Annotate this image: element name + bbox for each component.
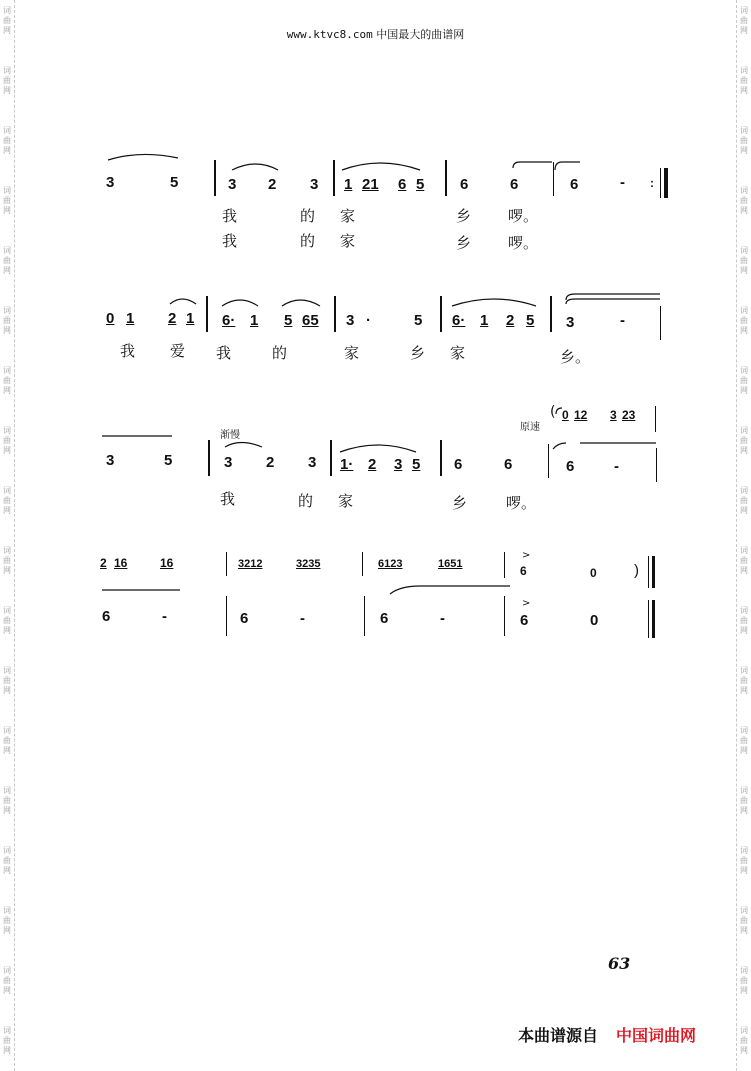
note: 3 (106, 452, 115, 469)
watermark-text: 词 曲 网 (3, 1026, 11, 1055)
note: 3 (228, 176, 237, 193)
note: 2 (268, 176, 277, 193)
small-note: 3 (610, 408, 617, 422)
lyric: 乡 (410, 344, 426, 362)
note: 5 (170, 174, 179, 191)
watermark-text: 词 曲 网 (3, 246, 11, 275)
watermark-text: 词 曲 网 (740, 306, 748, 335)
note: 16 (160, 556, 174, 570)
lyric: 啰。 (508, 207, 539, 225)
bar-line (664, 168, 668, 198)
note: - (440, 610, 445, 627)
small-note: 23 (622, 408, 636, 422)
note: 2 (266, 454, 275, 471)
note: 5 (414, 312, 423, 329)
watermark-text: 词 曲 网 (3, 846, 11, 875)
note: 3 (566, 314, 575, 331)
lyric: 我 (120, 342, 136, 360)
watermark-text: 词 曲 网 (740, 6, 748, 35)
lyric: 我 (220, 490, 236, 508)
note: 1 (344, 176, 353, 193)
note: 1651 (438, 558, 463, 570)
accent-mark: > (522, 598, 531, 609)
note: 2 (168, 310, 177, 327)
lyric: 家 (450, 344, 466, 362)
bar-line (330, 440, 332, 476)
note: - (620, 174, 625, 191)
lyric: 乡 (456, 207, 472, 225)
watermark-text: 词 曲 网 (3, 306, 11, 335)
bar-line (550, 296, 552, 332)
note: 3 (106, 174, 115, 191)
note: 1 (250, 312, 259, 329)
bar-line (660, 306, 661, 340)
note: - (162, 608, 167, 625)
bar-line (648, 600, 649, 638)
note: 5 (284, 312, 293, 329)
note: 6 (504, 456, 513, 473)
note: 21 (362, 176, 379, 193)
footer-source-label: 本曲谱源自 (518, 1026, 599, 1045)
watermark-text: 词 曲 网 (740, 846, 748, 875)
header-url: www.ktvc8.com (286, 28, 373, 41)
watermark-text: 词 曲 网 (740, 726, 748, 755)
note: - (620, 312, 625, 329)
bar-line (504, 596, 505, 636)
page-number: 63 (608, 954, 631, 973)
lyric: 家 (340, 207, 356, 225)
lyric: 啰。 (506, 494, 537, 512)
note: 5 (164, 452, 173, 469)
note: 0 (106, 310, 115, 327)
note: 3212 (238, 558, 263, 570)
bar-line (440, 296, 442, 332)
bar-line (214, 160, 216, 196)
note: 2 (100, 556, 107, 570)
note: 6· (222, 312, 236, 329)
watermark-text: 词 曲 网 (3, 606, 11, 635)
note: 3 (224, 454, 233, 471)
lyric: 乡 (456, 234, 472, 252)
note: · (366, 312, 371, 329)
note: - (614, 458, 619, 475)
bar-line (334, 296, 336, 332)
accent-mark: > (522, 550, 531, 561)
watermark-text: 词 曲 网 (740, 486, 748, 515)
lyric: 我 (222, 207, 238, 225)
note: 6 (570, 176, 579, 193)
note: 5 (416, 176, 425, 193)
note: 1 (126, 310, 135, 327)
lyric: 的 (300, 232, 316, 250)
watermark-text: 词 曲 网 (3, 786, 11, 815)
bar-line (226, 596, 227, 636)
note: 0 (590, 566, 597, 580)
note: - (300, 610, 305, 627)
lyric: 我 (222, 232, 238, 250)
note: 6123 (378, 558, 403, 570)
watermark-text: 词 曲 网 (3, 486, 11, 515)
bar-line (362, 552, 363, 576)
lyric: 家 (344, 344, 360, 362)
watermark-text: 词 曲 网 (740, 186, 748, 215)
bar-line (440, 440, 442, 476)
watermark-text: 词 曲 网 (3, 666, 11, 695)
bar-line (553, 162, 554, 196)
bar-line (652, 600, 655, 638)
lyric: 乡。 (560, 348, 591, 366)
watermark-text: 词 曲 网 (740, 66, 748, 95)
lyric: 我 (216, 344, 232, 362)
note: 0 (590, 612, 599, 629)
note: 1· (340, 456, 354, 473)
note: 3 (308, 454, 317, 471)
watermark-text: 词 曲 网 (3, 186, 11, 215)
note: 6 (566, 458, 575, 475)
note: 6· (452, 312, 466, 329)
watermark-text: 词 曲 网 (740, 966, 748, 995)
watermark-text: 词 曲 网 (3, 6, 11, 35)
watermark-text: 词 曲 网 (3, 546, 11, 575)
note: 6 (240, 610, 249, 627)
lyric: 的 (272, 344, 288, 362)
note: 2 (368, 456, 377, 473)
bar-line (504, 552, 505, 578)
lyric: 家 (340, 232, 356, 250)
bar-line (364, 596, 365, 636)
note: 6 (510, 176, 519, 193)
watermark-text: 词 曲 网 (740, 246, 748, 275)
footer-site-link[interactable]: 中国词曲网 (616, 1026, 697, 1045)
note: 6 (460, 176, 469, 193)
note: 3235 (296, 558, 321, 570)
note: 6 (520, 612, 529, 629)
note: 1 (186, 310, 195, 327)
tempo-mark: 原速 (520, 422, 540, 433)
note: 5 (526, 312, 535, 329)
tempo-mark: 渐慢 (220, 430, 240, 441)
bar-line (660, 168, 661, 198)
paren: ) (634, 562, 639, 579)
bar-line (652, 556, 655, 588)
bar-line (206, 296, 208, 332)
lyric: 爱 (170, 342, 186, 360)
watermark-text: 词 曲 网 (3, 966, 11, 995)
watermark-text: 词 曲 网 (3, 66, 11, 95)
note: 1 (480, 312, 489, 329)
watermark-text: 词 曲 网 (3, 426, 11, 455)
note: 6 (380, 610, 389, 627)
note: 6 (102, 608, 111, 625)
watermark-text: 词 曲 网 (740, 366, 748, 395)
lyric: 啰。 (508, 234, 539, 252)
lyric: 的 (300, 207, 316, 225)
note: 6 (398, 176, 407, 193)
watermark-text: 词 曲 网 (740, 546, 748, 575)
watermark-text: 词 曲 网 (740, 786, 748, 815)
watermark-text: 词 曲 网 (740, 426, 748, 455)
bar-line (656, 448, 657, 482)
watermark-text: 词 曲 网 (3, 126, 11, 155)
note: 5 (412, 456, 421, 473)
small-note: 12 (574, 408, 588, 422)
note: 65 (302, 312, 319, 329)
watermark-text: 词 曲 网 (3, 906, 11, 935)
lyric: 的 (298, 492, 314, 510)
watermark-text: 词 曲 网 (740, 606, 748, 635)
watermark-text: 词 曲 网 (740, 126, 748, 155)
note: 6 (454, 456, 463, 473)
watermark-text: 词 曲 网 (740, 666, 748, 695)
watermark-text: 词 曲 网 (740, 1026, 748, 1055)
header-site-title: 中国最大的曲谱网 (376, 28, 465, 41)
small-note: 0 (562, 408, 569, 422)
paren: ( (550, 404, 556, 420)
bar-line (226, 552, 227, 576)
note: 3 (346, 312, 355, 329)
note: 2 (506, 312, 515, 329)
note: 3 (394, 456, 403, 473)
note: 6 (520, 564, 527, 578)
note: 3 (310, 176, 319, 193)
footer-source (518, 1023, 696, 1046)
bar-line (445, 160, 447, 196)
lyric: 家 (338, 492, 354, 510)
note: 16 (114, 556, 128, 570)
bar-line (648, 556, 649, 588)
watermark-text: 词 曲 网 (740, 906, 748, 935)
repeat-dots: : (650, 176, 654, 190)
watermark-text: 词 曲 网 (3, 726, 11, 755)
bar-line (208, 440, 210, 476)
lyric: 乡 (452, 494, 468, 512)
watermark-text: 词 曲 网 (3, 366, 11, 395)
bar-line (655, 406, 656, 432)
bar-line (333, 160, 335, 196)
bar-line (548, 444, 549, 478)
